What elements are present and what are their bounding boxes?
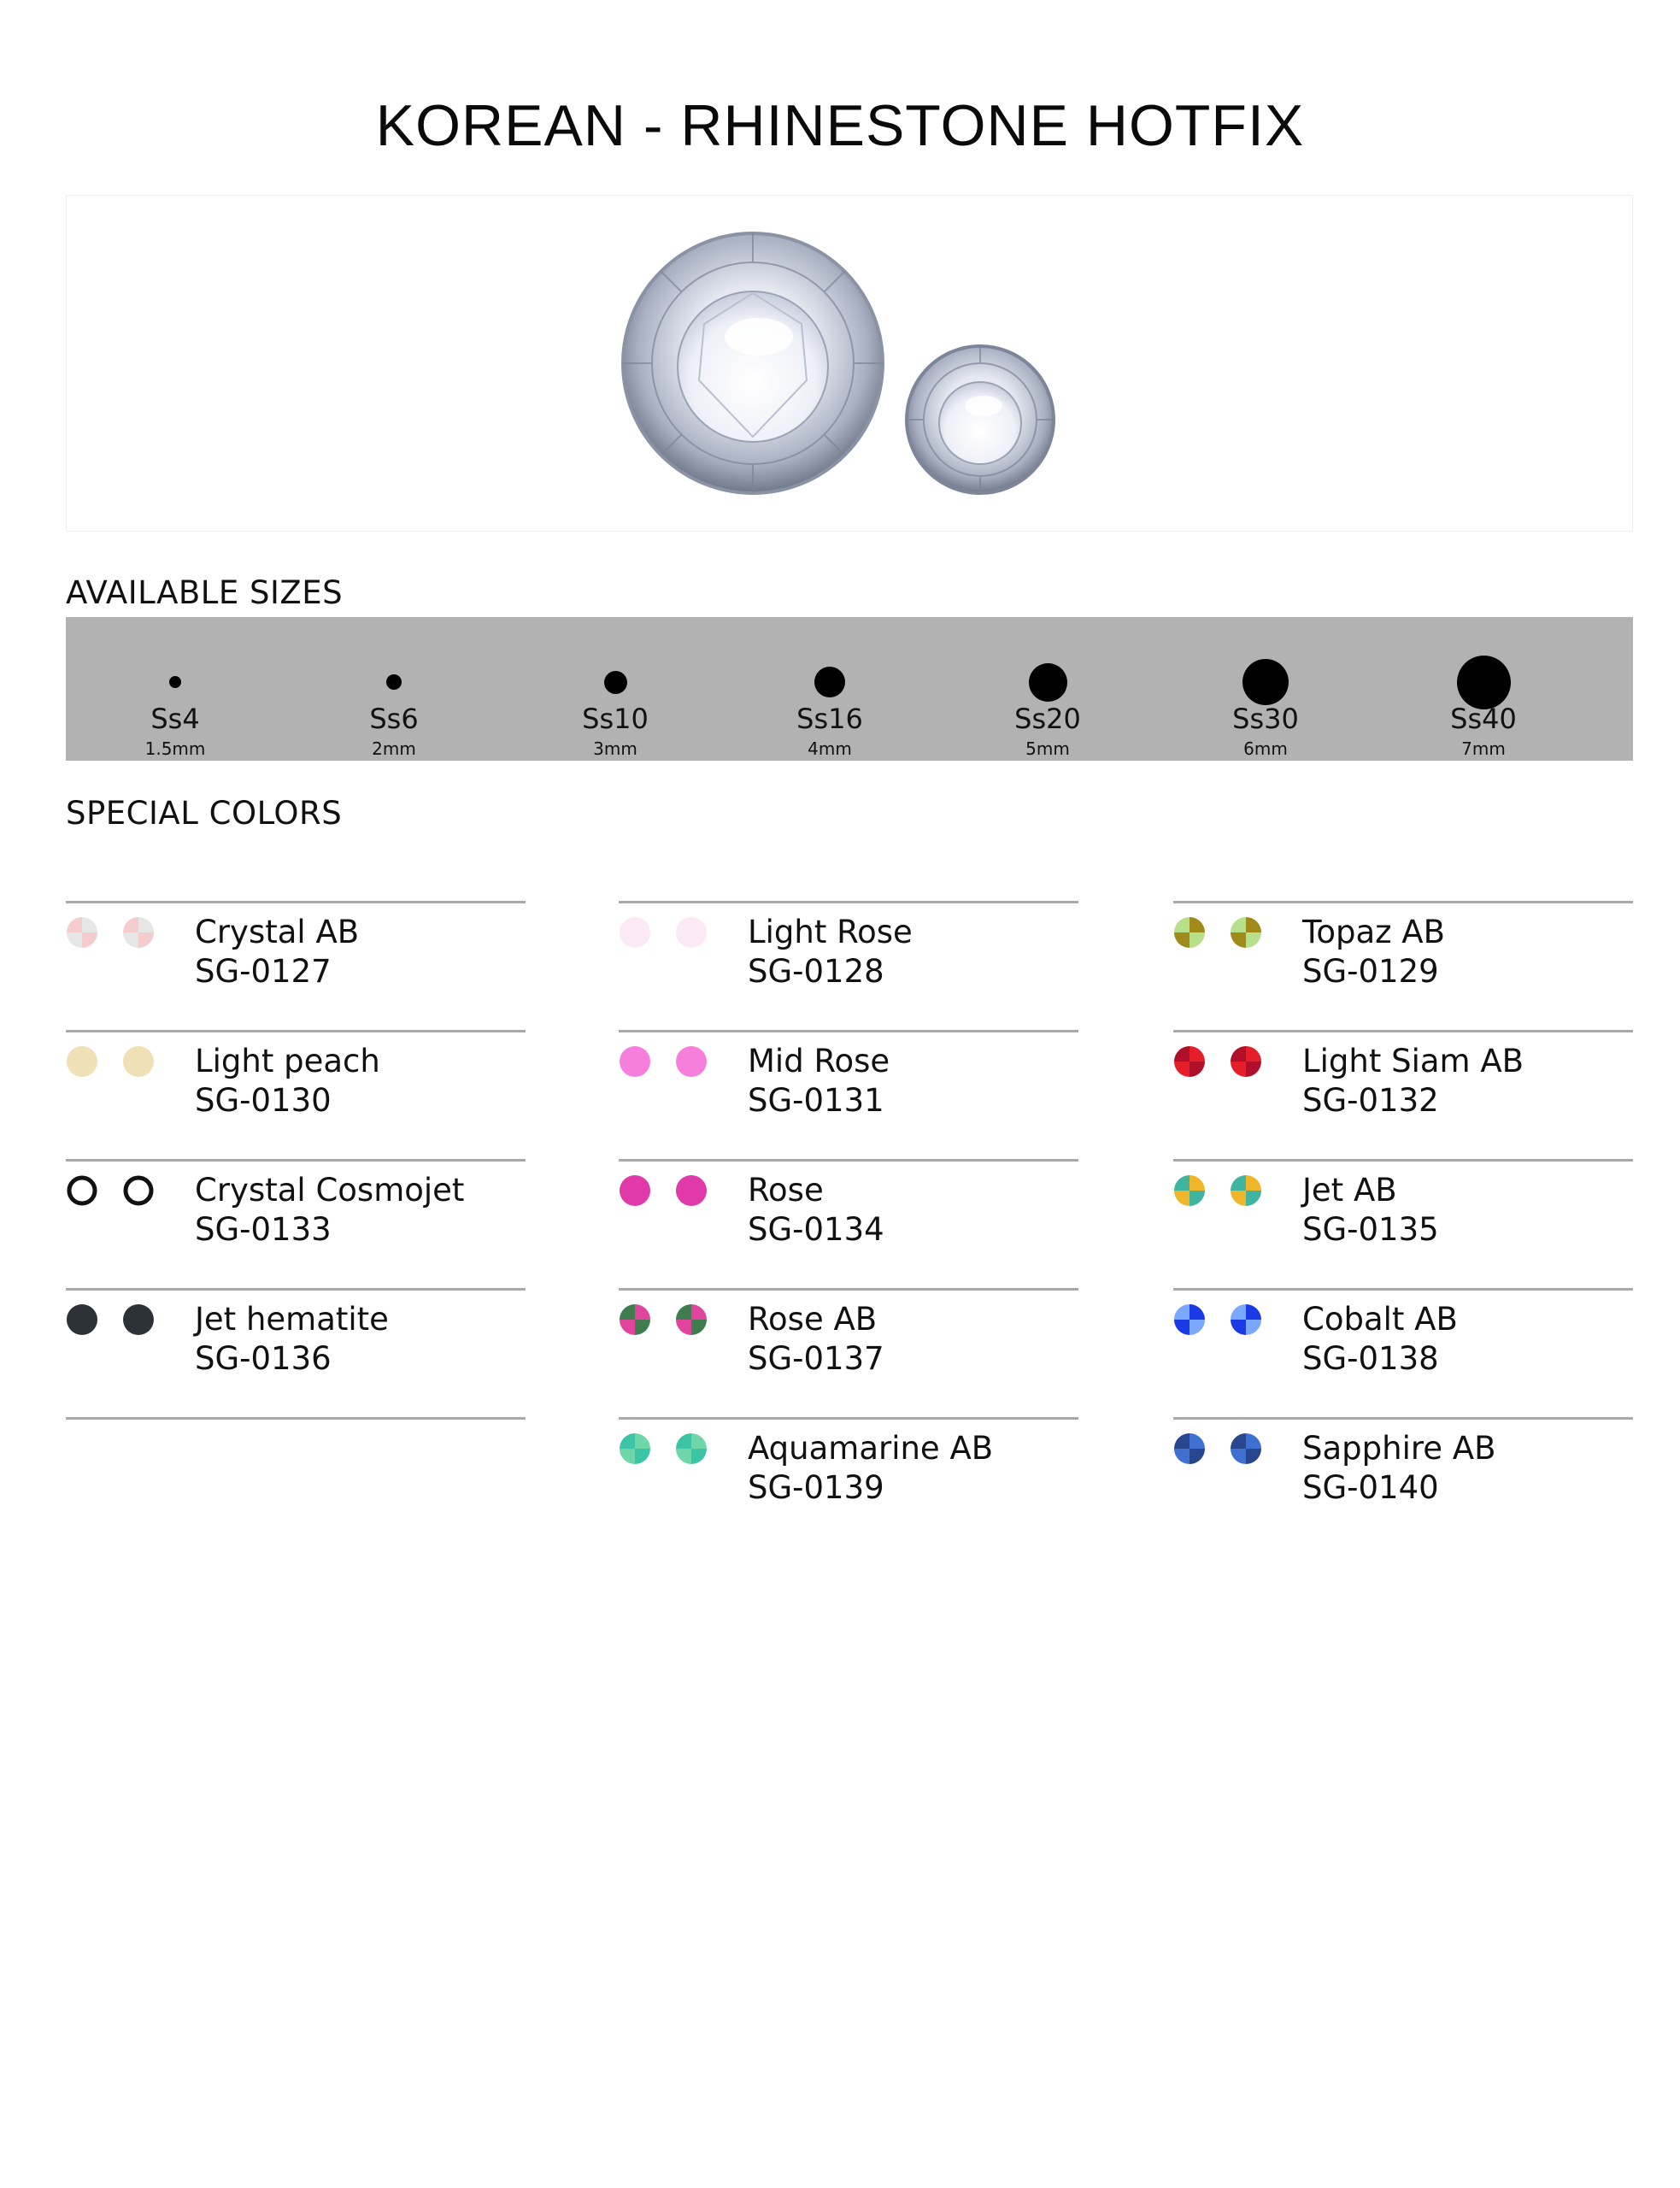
color-name: Light peach	[195, 1043, 380, 1079]
size-name: Ss10	[582, 703, 649, 735]
size-mm: 5mm	[1025, 738, 1070, 759]
color-name: Light Rose	[748, 914, 913, 950]
color-swatch	[1230, 1174, 1262, 1207]
size-dot-box	[962, 655, 1133, 709]
color-name: Rose	[748, 1172, 824, 1209]
size-item-ss10	[530, 617, 701, 761]
color-swatch	[122, 1174, 155, 1207]
color-item	[619, 1288, 1078, 1420]
color-item	[1173, 901, 1633, 1032]
size-dot-box	[1398, 655, 1569, 709]
special-colors-heading: SPECIAL COLORS	[66, 795, 343, 832]
size-dot	[386, 674, 402, 690]
large-rhinestone	[623, 233, 883, 493]
color-swatch	[1230, 1432, 1262, 1465]
color-swatch	[675, 916, 708, 949]
color-name: Aquamarine AB	[748, 1430, 994, 1467]
size-mm: 1.5mm	[144, 738, 206, 759]
color-swatch	[619, 1045, 651, 1078]
color-code: SG-0134	[748, 1211, 884, 1248]
color-swatch	[619, 1303, 651, 1336]
color-name: Sapphire AB	[1302, 1430, 1496, 1467]
color-item	[66, 1159, 526, 1291]
color-name: Mid Rose	[748, 1043, 890, 1079]
color-code: SG-0132	[1302, 1082, 1439, 1119]
available-sizes-heading: AVAILABLE SIZES	[66, 574, 344, 611]
size-dot	[1242, 659, 1289, 705]
size-item-ss20	[962, 617, 1133, 761]
color-swatch	[675, 1174, 708, 1207]
color-swatch	[619, 1174, 651, 1207]
color-swatch	[1173, 916, 1206, 949]
color-code: SG-0128	[748, 953, 884, 990]
color-item	[66, 1288, 526, 1420]
size-mm: 2mm	[372, 738, 416, 759]
size-dot-box	[744, 655, 915, 709]
size-item-ss40	[1398, 617, 1569, 761]
color-code: SG-0129	[1302, 953, 1439, 990]
size-dot	[814, 667, 845, 697]
color-name: Rose AB	[748, 1301, 878, 1338]
color-code: SG-0138	[1302, 1340, 1439, 1377]
color-item	[1173, 1288, 1633, 1420]
color-name: Crystal Cosmojet	[195, 1172, 465, 1209]
size-mm: 7mm	[1461, 738, 1506, 759]
size-mm: 4mm	[808, 738, 852, 759]
color-code: SG-0137	[748, 1340, 884, 1377]
color-swatch	[66, 1174, 98, 1207]
color-item	[619, 1030, 1078, 1162]
size-mm: 3mm	[593, 738, 637, 759]
color-name: Jet AB	[1302, 1172, 1397, 1209]
size-dot-box	[530, 655, 701, 709]
color-name: Topaz AB	[1302, 914, 1445, 950]
color-code: SG-0139	[748, 1469, 884, 1506]
color-swatch	[122, 1045, 155, 1078]
size-name: Ss4	[150, 703, 200, 735]
color-item	[619, 1417, 1078, 1549]
size-dot-box	[308, 655, 479, 709]
size-name: Ss20	[1014, 703, 1081, 735]
hero-image	[66, 195, 1633, 532]
color-swatch	[675, 1045, 708, 1078]
size-dot	[169, 676, 181, 688]
color-divider	[66, 1417, 526, 1420]
color-code: SG-0130	[195, 1082, 332, 1119]
color-code: SG-0135	[1302, 1211, 1439, 1248]
color-item	[66, 901, 526, 1032]
size-dot-box	[90, 655, 261, 709]
size-chart	[66, 617, 1633, 761]
color-swatch	[66, 1303, 98, 1336]
color-name: Light Siam AB	[1302, 1043, 1524, 1079]
color-item	[1173, 1159, 1633, 1291]
color-swatch	[122, 916, 155, 949]
color-swatch	[1173, 1303, 1206, 1336]
color-item	[619, 1159, 1078, 1291]
color-item	[1173, 1417, 1633, 1549]
color-swatch	[1173, 1045, 1206, 1078]
size-name: Ss40	[1450, 703, 1517, 735]
rhinestone-illustration	[67, 196, 1634, 532]
color-swatch	[1230, 916, 1262, 949]
size-dot	[1457, 656, 1511, 709]
size-item-ss6	[308, 617, 479, 761]
size-item-ss30	[1180, 617, 1351, 761]
color-item	[1173, 1030, 1633, 1162]
color-code: SG-0133	[195, 1211, 332, 1248]
color-code: SG-0136	[195, 1340, 332, 1377]
size-name: Ss30	[1232, 703, 1299, 735]
color-swatch	[66, 916, 98, 949]
color-name: Cobalt AB	[1302, 1301, 1458, 1338]
color-code: SG-0131	[748, 1082, 884, 1119]
color-item	[66, 1030, 526, 1162]
small-rhinestone	[907, 346, 1054, 493]
color-swatch	[619, 916, 651, 949]
size-dot	[604, 671, 627, 694]
color-item	[619, 901, 1078, 1032]
color-swatch	[1230, 1303, 1262, 1336]
color-swatch	[675, 1303, 708, 1336]
size-name: Ss6	[369, 703, 419, 735]
size-item-ss4	[90, 617, 261, 761]
color-name: Crystal AB	[195, 914, 360, 950]
color-swatch	[675, 1432, 708, 1465]
size-mm: 6mm	[1243, 738, 1288, 759]
color-code: SG-0127	[195, 953, 332, 990]
color-swatch	[619, 1432, 651, 1465]
color-swatch	[1173, 1432, 1206, 1465]
size-item-ss16	[744, 617, 915, 761]
color-swatch	[122, 1303, 155, 1336]
color-name: Jet hematite	[195, 1301, 389, 1338]
color-swatch	[1230, 1045, 1262, 1078]
size-dot	[1029, 663, 1067, 702]
color-swatch	[1173, 1174, 1206, 1207]
color-swatch	[66, 1045, 98, 1078]
page-title: KOREAN - RHINESTONE HOTFIX	[375, 93, 1305, 158]
size-dot-box	[1180, 655, 1351, 709]
size-name: Ss16	[796, 703, 863, 735]
color-code: SG-0140	[1302, 1469, 1439, 1506]
